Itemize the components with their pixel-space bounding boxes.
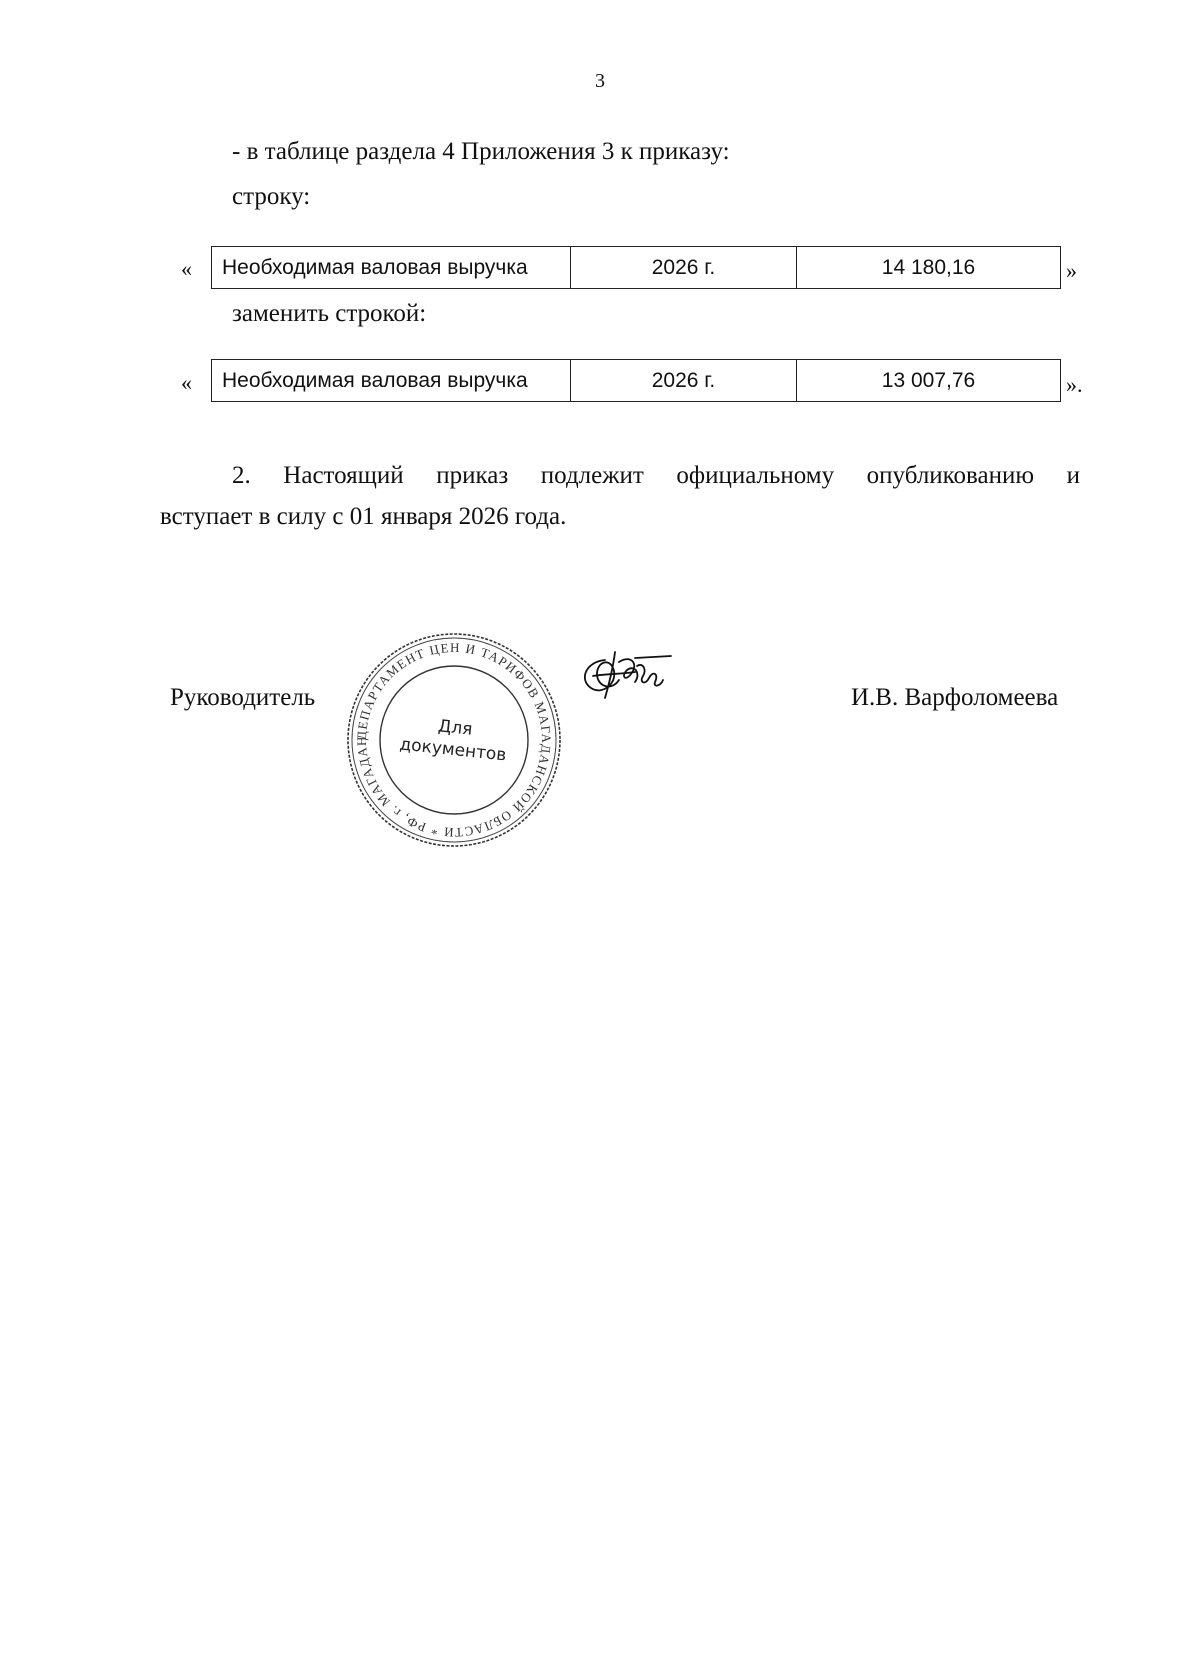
row-new-year: 2026 г. [571,360,797,402]
stamp-ring-text: ДЕПАРТАМЕНТ ЦЕН И ТАРИФОВ МАГАДАНСКОЙ ОБЛАСТИ * РФ, г. МАГАДАН * [340,618,555,841]
signer-name: И.В. Варфоломеева [851,684,1059,711]
position-title: Руководитель [170,684,316,711]
row-old-close-quote: » [1066,258,1077,283]
official-stamp [340,618,564,850]
row-old-open-quote: « [181,256,192,281]
row-old-table [211,246,1061,289]
table-row [212,360,1061,402]
row-new-table [211,359,1061,402]
intro-line-2: строку: [232,183,311,210]
table-row [212,247,1061,289]
paragraph-2-line-1: 2. Настоящий приказ подлежит официальному опубликованию и [232,462,1080,489]
paragraph-2 [160,455,1080,537]
handwritten-signature [575,640,685,710]
row-new-value: 13 007,76 [797,360,1061,402]
stamp-center-line-1: Для [437,716,474,740]
row-new-close-quote: ». [1066,372,1083,397]
replace-label: заменить строкой: [232,300,427,327]
row-old-name: Необходимая валовая выручка [212,247,571,289]
page-number: 3 [595,70,605,92]
row-new-open-quote: « [181,370,192,395]
row-new-name: Необходимая валовая выручка [212,360,571,402]
row-old-year: 2026 г. [571,247,797,289]
paragraph-2-line-2: вступает в силу с 01 января 2026 года. [160,503,567,530]
stamp-center-line-2: документов [398,734,508,766]
intro-line-1: - в таблице раздела 4 Приложения 3 к приказу: [232,138,730,165]
row-old-value: 14 180,16 [797,247,1061,289]
